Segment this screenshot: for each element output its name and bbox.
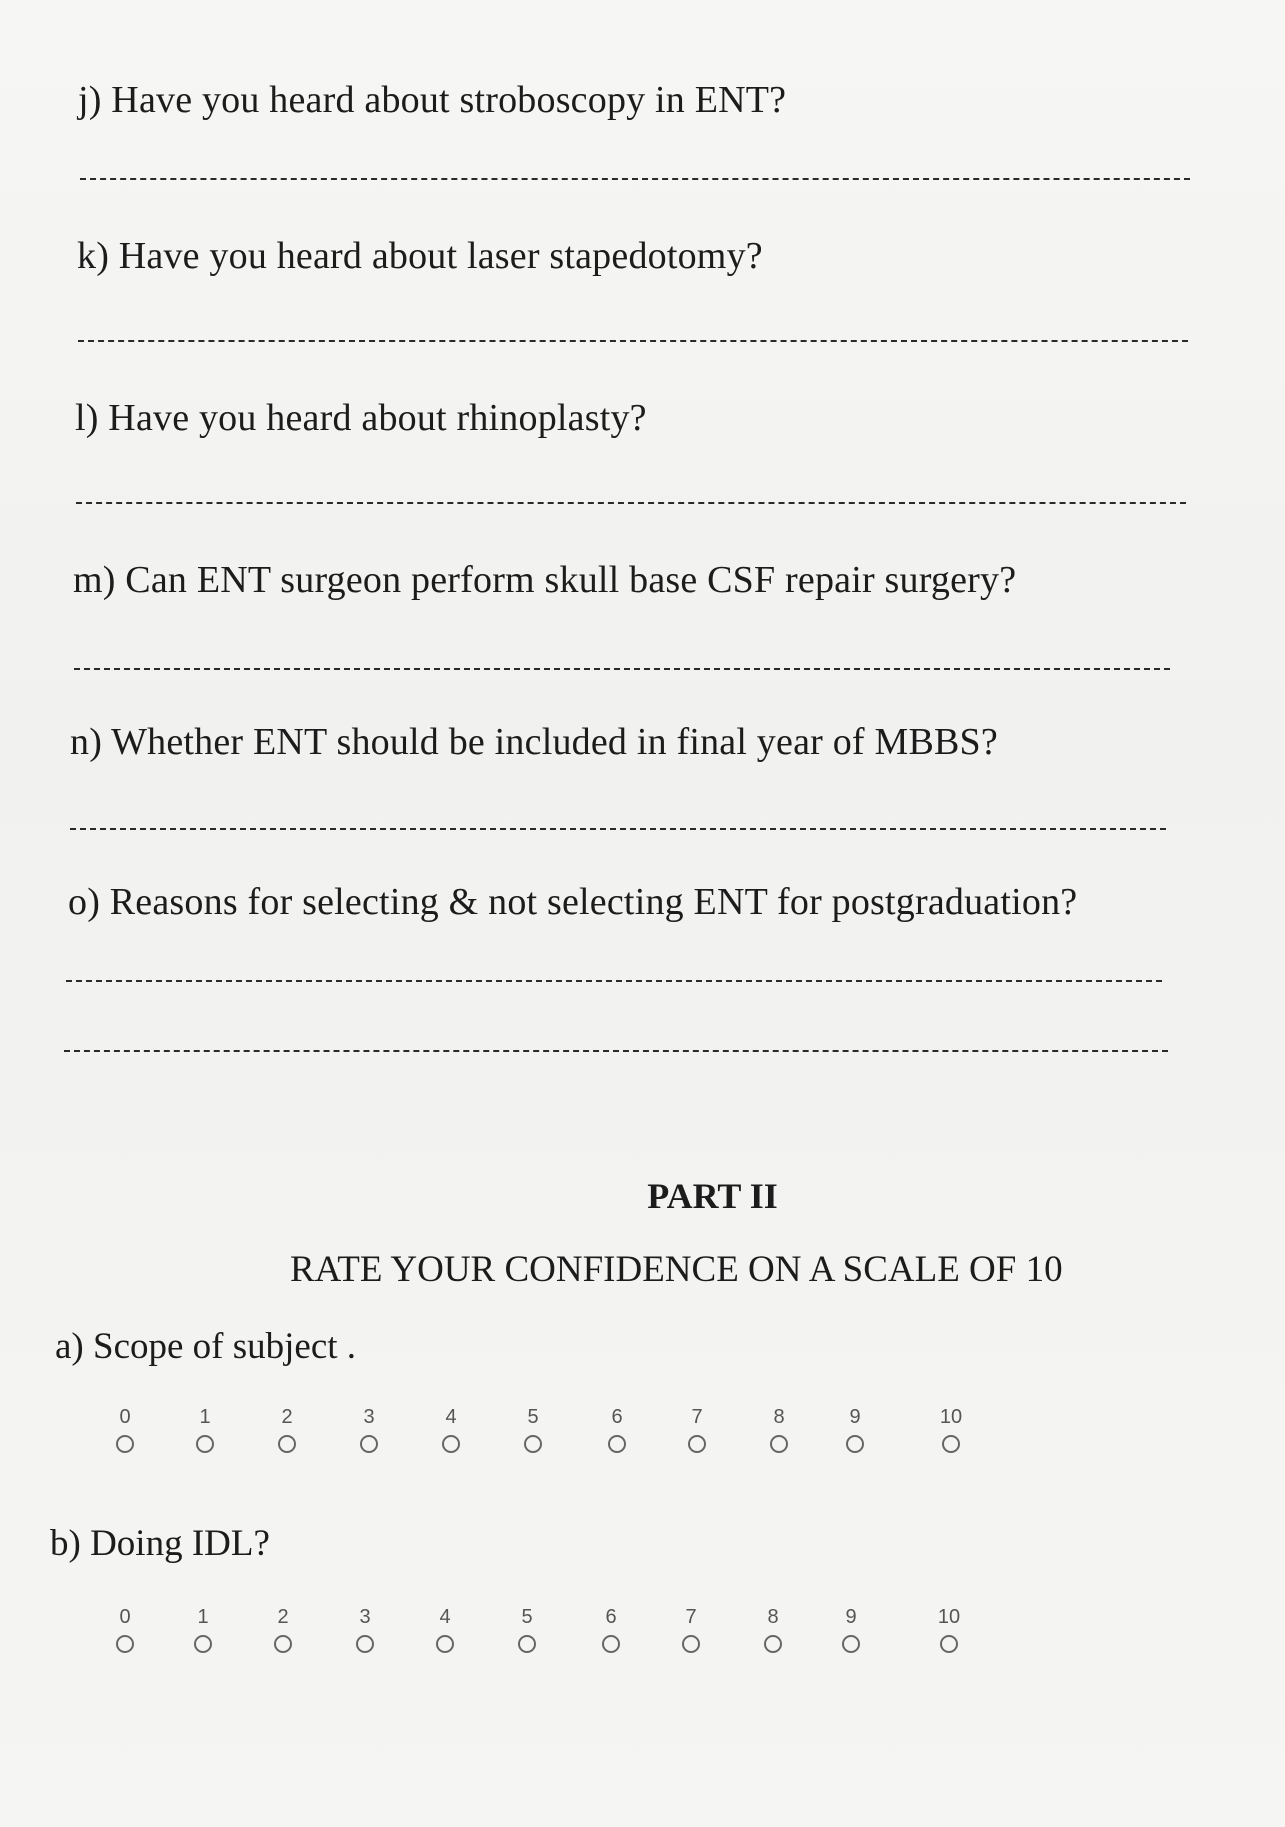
- radio-circle-icon[interactable]: [278, 1435, 296, 1453]
- scale-number: 3: [359, 1606, 371, 1628]
- radio-circle-icon[interactable]: [942, 1435, 960, 1453]
- scale-option[interactable]: [344, 1405, 394, 1453]
- question-j: j) Have you heard about stroboscopy in ENT?: [78, 79, 787, 121]
- radio-circle-icon[interactable]: [360, 1435, 378, 1453]
- radio-circle-icon[interactable]: [442, 1435, 460, 1453]
- question-l: l) Have you heard about rhinoplasty?: [75, 397, 647, 439]
- scale-number: 10: [939, 1406, 963, 1428]
- radio-circle-icon[interactable]: [524, 1435, 542, 1453]
- scale-number: 9: [845, 1606, 857, 1628]
- radio-circle-icon[interactable]: [274, 1635, 292, 1653]
- scale-option[interactable]: [586, 1605, 636, 1653]
- answer-line-j[interactable]: [80, 178, 1190, 180]
- radio-circle-icon[interactable]: [682, 1635, 700, 1653]
- scale-number: 5: [527, 1406, 539, 1428]
- scale-number: 4: [439, 1606, 451, 1628]
- scale-number: 6: [611, 1406, 623, 1428]
- radio-circle-icon[interactable]: [518, 1635, 536, 1653]
- scale-number: 1: [197, 1606, 209, 1628]
- question-k: k) Have you heard about laser stapedotomy?: [77, 235, 763, 277]
- answer-line-m[interactable]: [74, 668, 1170, 670]
- scale-option[interactable]: [420, 1605, 470, 1653]
- scale-option[interactable]: [926, 1405, 976, 1453]
- rating-question-b: b) Doing IDL?: [50, 1523, 270, 1564]
- scale-option[interactable]: [830, 1405, 880, 1453]
- scale-number: 8: [767, 1606, 779, 1628]
- radio-circle-icon[interactable]: [770, 1435, 788, 1453]
- scale-number: 0: [119, 1406, 131, 1428]
- radio-circle-icon[interactable]: [764, 1635, 782, 1653]
- scale-option[interactable]: [666, 1605, 716, 1653]
- part-title: PART II: [647, 1176, 778, 1216]
- scale-option[interactable]: [258, 1605, 308, 1653]
- rating-scale-b: [100, 1605, 1000, 1685]
- scale-option[interactable]: [178, 1605, 228, 1653]
- scale-number: 3: [363, 1406, 375, 1428]
- radio-circle-icon[interactable]: [194, 1635, 212, 1653]
- scale-option[interactable]: [508, 1405, 558, 1453]
- scale-option[interactable]: [748, 1605, 798, 1653]
- scale-instructions: RATE YOUR CONFIDENCE ON A SCALE OF 10: [290, 1249, 1063, 1290]
- scale-option[interactable]: [672, 1405, 722, 1453]
- rating-scale-a: [100, 1405, 1000, 1485]
- scale-option[interactable]: [924, 1605, 974, 1653]
- radio-circle-icon[interactable]: [842, 1635, 860, 1653]
- radio-circle-icon[interactable]: [688, 1435, 706, 1453]
- scale-option[interactable]: [340, 1605, 390, 1653]
- scale-option[interactable]: [100, 1405, 150, 1453]
- radio-circle-icon[interactable]: [116, 1435, 134, 1453]
- scale-option[interactable]: [100, 1605, 150, 1653]
- answer-line-o-2[interactable]: [64, 1050, 1168, 1052]
- radio-circle-icon[interactable]: [846, 1435, 864, 1453]
- scale-number: 9: [849, 1406, 861, 1428]
- scale-number: 1: [199, 1406, 211, 1428]
- scale-number: 6: [605, 1606, 617, 1628]
- rating-question-a: a) Scope of subject .: [55, 1326, 357, 1367]
- scale-number: 7: [685, 1606, 697, 1628]
- radio-circle-icon[interactable]: [196, 1435, 214, 1453]
- scale-option[interactable]: [826, 1605, 876, 1653]
- radio-circle-icon[interactable]: [356, 1635, 374, 1653]
- question-o: o) Reasons for selecting & not selecting ENT for postgraduation?: [68, 881, 1078, 923]
- scale-option[interactable]: [754, 1405, 804, 1453]
- radio-circle-icon[interactable]: [116, 1635, 134, 1653]
- radio-circle-icon[interactable]: [608, 1435, 626, 1453]
- scale-number: 0: [119, 1606, 131, 1628]
- radio-circle-icon[interactable]: [940, 1635, 958, 1653]
- scale-option[interactable]: [180, 1405, 230, 1453]
- scale-number: 10: [937, 1606, 961, 1628]
- radio-circle-icon[interactable]: [602, 1635, 620, 1653]
- answer-line-o-1[interactable]: [66, 980, 1162, 982]
- question-m: m) Can ENT surgeon perform skull base CSF repair surgery?: [73, 559, 1017, 601]
- question-n: n) Whether ENT should be included in final year of MBBS?: [70, 721, 998, 763]
- scale-number: 8: [773, 1406, 785, 1428]
- radio-circle-icon[interactable]: [436, 1635, 454, 1653]
- scale-option[interactable]: [426, 1405, 476, 1453]
- scale-number: 7: [691, 1406, 703, 1428]
- scale-number: 2: [277, 1606, 289, 1628]
- scale-option[interactable]: [262, 1405, 312, 1453]
- scale-option[interactable]: [502, 1605, 552, 1653]
- scale-number: 4: [445, 1406, 457, 1428]
- scale-number: 2: [281, 1406, 293, 1428]
- scale-option[interactable]: [592, 1405, 642, 1453]
- answer-line-k[interactable]: [78, 340, 1188, 342]
- answer-line-n[interactable]: [70, 828, 1166, 830]
- answer-line-l[interactable]: [76, 502, 1186, 504]
- scale-number: 5: [521, 1606, 533, 1628]
